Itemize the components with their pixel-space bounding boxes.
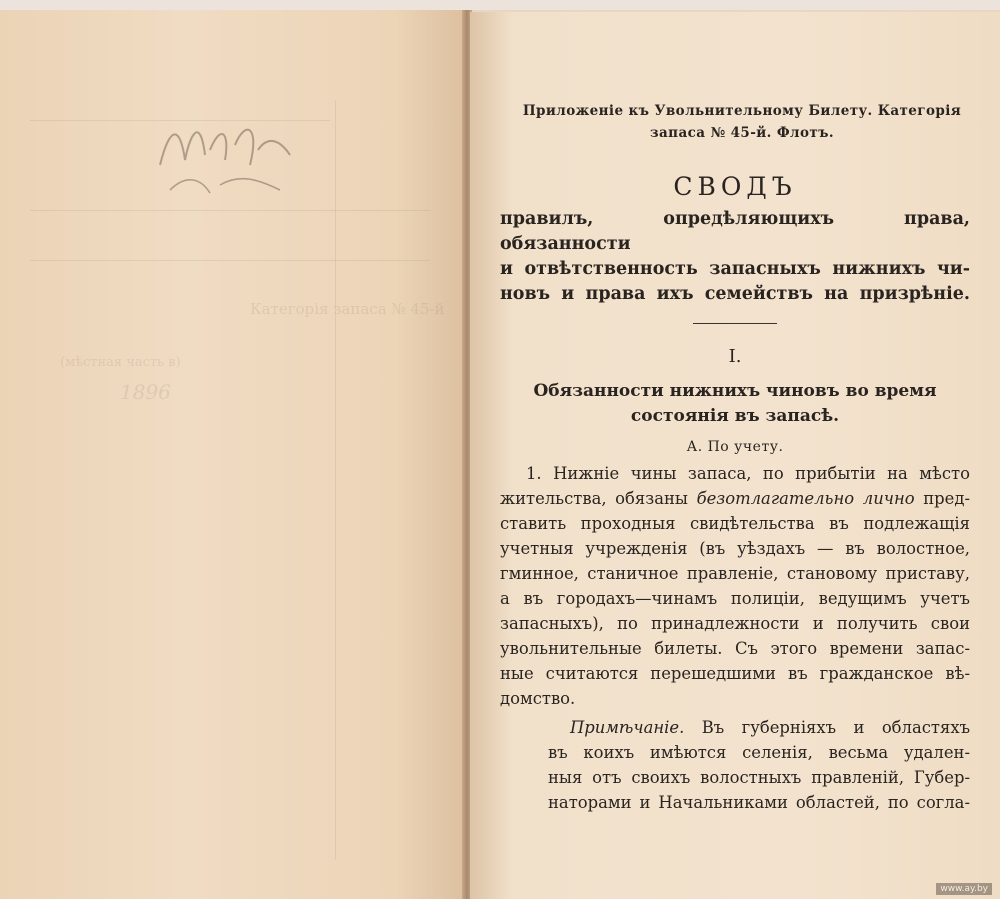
- note-paragraph: Примѣчаніе. Въ губерніяхъ и областяхъ въ коихъ имѣются селенія, весьма удален- ныя отъ своихъ волостныхъ правленій, Губер- наторами и Начальниками областей, по согла-: [548, 718, 970, 812]
- paragraph-1: 1. Нижніе чины запаса, по прибытіи на мѣсто жительства, обязаны безотлагательно лично пред- ставить проходныя свидѣтельства въ подлежащія учетныя учрежденія (въ уѣздахъ — въ волостное, гминное, станичное правленіе, становому приставу, а въ городахъ—чинамъ полиціи, ведущимъ учетъ запасныхъ), по принадлежности и получить свои увольнительные билеты. Съ этого времени запас- ные считаются перешедшими въ гражданское вѣ- домство.: [500, 464, 970, 708]
- divider-rule: [693, 323, 777, 324]
- note-label: Примѣчаніе.: [570, 718, 685, 737]
- bleed-text-1: Категорія запаса № 45-й: [250, 300, 445, 318]
- handwritten-signature-mark: [150, 105, 300, 205]
- header-note: Приложеніе къ Увольнительному Билету. Категорія запаса № 45-й. Флотъ.: [522, 103, 962, 141]
- sub-heading: А. По учету.: [686, 439, 784, 455]
- bleed-text-2: (мѣстная часть в): [60, 355, 181, 370]
- paragraph-1-line-2: жительства, обязаны безотлагательно лично пред-: [500, 489, 970, 508]
- emphasis-text: безотлагательно лично: [696, 489, 915, 508]
- site-watermark: www.ay.by: [936, 883, 992, 895]
- document-body: [500, 100, 970, 815]
- document-title: СВОДЪ: [673, 172, 797, 201]
- bleed-text-3: 1896: [120, 380, 171, 404]
- document-subtitle: правилъ, опредѣляющихъ права, обязанности и отвѣтственность запасныхъ нижнихъ чи- новъ и права ихъ семействъ на призрѣніе.: [500, 209, 970, 304]
- section-title: Обязанности нижнихъ чиновъ во время состоянія въ запасѣ.: [533, 381, 937, 426]
- section-number: I.: [728, 346, 742, 367]
- scan-border: [0, 0, 1000, 10]
- left-page: [0, 10, 464, 899]
